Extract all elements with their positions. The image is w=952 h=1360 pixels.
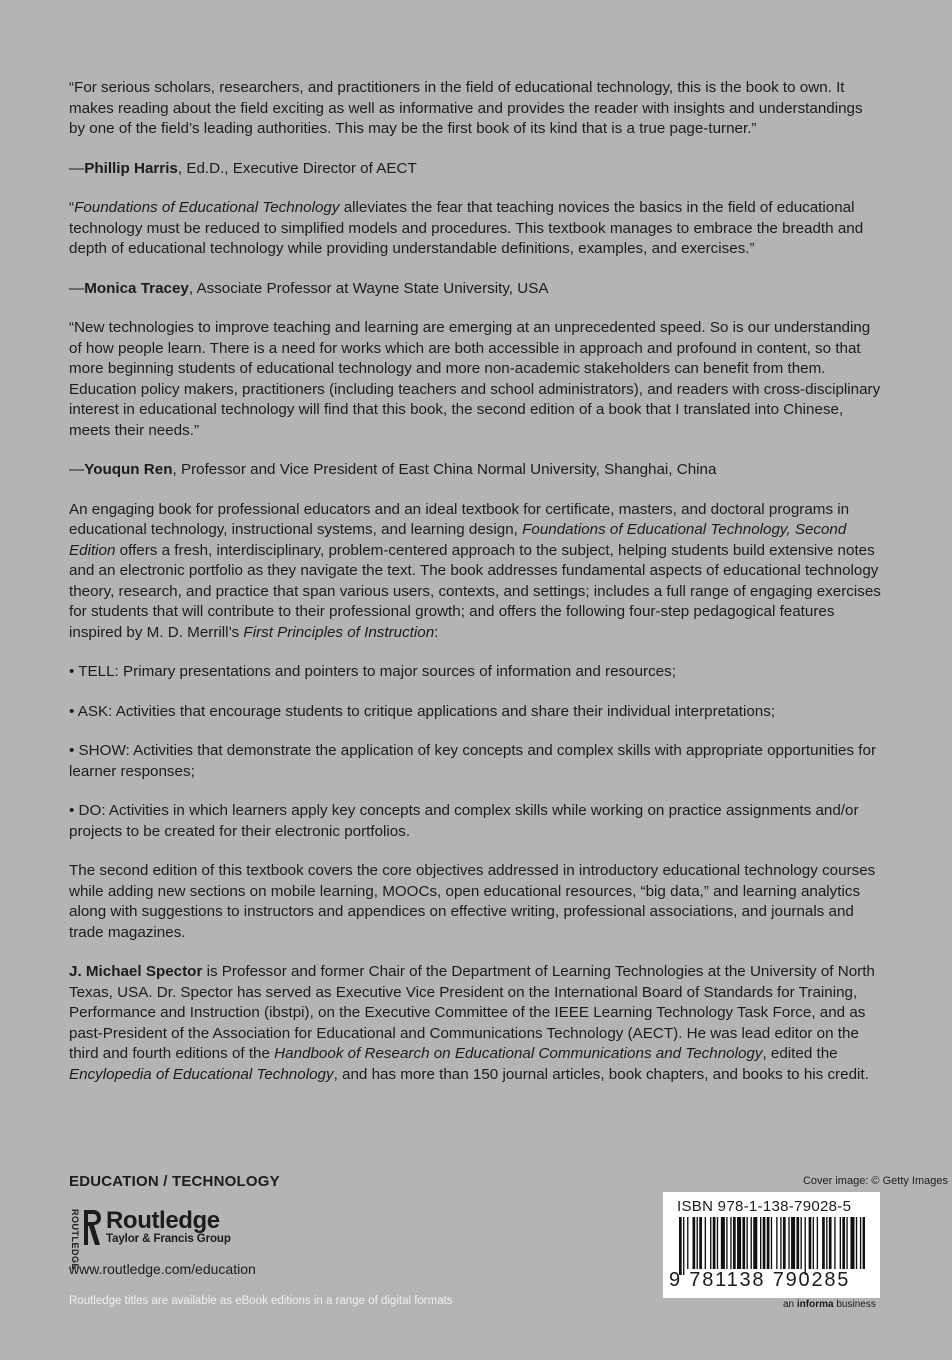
logo-vertical-text: ROUTLEDGE [70, 1209, 80, 1271]
quote-1-attribution: —Phillip Harris, Ed.D., Executive Director of AECT [69, 159, 417, 177]
barcode-bar [860, 1217, 861, 1269]
barcode-bar [726, 1217, 727, 1269]
barcode-bar [710, 1217, 711, 1269]
barcode-bar [842, 1217, 845, 1269]
barcode-bar [813, 1217, 814, 1269]
ebook-note: Routledge titles are available as eBook editions in a range of digital formats [69, 1295, 453, 1307]
barcode-bar [834, 1217, 835, 1269]
bullet-tell: • TELL: Primary presentations and pointers to major sources of information and resources; [69, 663, 676, 680]
barcode-bar [717, 1217, 718, 1269]
barcode-bar [809, 1217, 812, 1269]
isbn-label: ISBN 978-1-138-79028-5 [677, 1198, 852, 1215]
barcode-bar [683, 1217, 684, 1275]
barcode-bar [771, 1217, 772, 1269]
barcode-bar [697, 1217, 698, 1269]
barcode-bar [767, 1217, 770, 1269]
quote-3: “New technologies to improve teaching and learning are emerging at an unprecedented speed. So is our understanding of how people learn. There is a need for works which are both accessible in approach and profound in content, so that more beginning students of educational technology and more non-academic stakeholders can benefit from them. Education policy makers, practitioners (including teachers and school administrators), and readers with cross-disciplinary interest in educational technology will find that this book, the second edition of a book that I translated into Chinese, meets their needs.” [69, 319, 881, 439]
barcode-bar [721, 1217, 725, 1269]
bullet-show: • SHOW: Activities that demonstrate the application of key concepts and complex skills with appropriate opportunities for learner responses; [69, 742, 876, 780]
isbn-barcode-box [663, 1192, 880, 1298]
barcode-bar [788, 1217, 789, 1269]
barcode-bar [826, 1217, 827, 1269]
barcode-bar [850, 1217, 854, 1269]
bullet-do: • DO: Activities in which learners apply key concepts and complex skills while working on practice assignments and/or projects to be created for their electronic portfolios. [69, 802, 859, 840]
informa-business: an informa business [783, 1299, 876, 1310]
book-description: An engaging book for professional educators and an ideal textbook for certificate, masters, and doctoral programs in educational technology, instructional systems, and learning design, Foundations of Educational Technology, Second Edition offers a fresh, interdisciplinary, problem-centered approach to the subject, helping students build extensive notes and an electronic portfolio as they navigate the text. The book addresses fundamental aspects of educational technology theory, research, and practice that span various users, contexts, and settings; includes a full range of engaging exercises for students that will contribute to their professional growth; and offers the following four-step pedagogical features inspired by M. D. Merrill’s First Principles of Instruction: [69, 500, 881, 641]
barcode-bar [693, 1217, 696, 1269]
barcode-digits: 9 781138 790285 [669, 1269, 851, 1291]
author-name: J. Michael Spector [69, 963, 203, 980]
second-edition-paragraph: The second edition of this textbook covers the core objectives addressed in introductory educational technology courses while adding new sections on mobile learning, MOOCs, open educational resources, “big data,” and learning analytics along with suggestions to instructors and appendices on effective writing, professional associations, and journals and trade magazines. [69, 862, 876, 941]
publisher-name: Routledge [106, 1207, 220, 1234]
barcode-bar [679, 1217, 682, 1275]
barcode-bar [817, 1217, 818, 1269]
footer [69, 1173, 948, 1323]
barcode-bar [856, 1217, 857, 1269]
quote-3-name: Youqun Ren [84, 461, 173, 478]
publisher-group: Taylor & Francis Group [106, 1233, 231, 1245]
barcode-bar [705, 1217, 706, 1269]
routledge-mark-icon [82, 1209, 102, 1246]
barcode-bar [753, 1217, 757, 1269]
barcode-bar [796, 1217, 799, 1269]
barcode-bar [763, 1217, 766, 1269]
barcode-bar [751, 1217, 752, 1269]
quote-2: “Foundations of Educational Technology alleviates the fear that teaching novices the basics in the field of educational technology must be reduced to simplified models and procedures. This textbook manages to embrace the breadth and depth of educational technology while providing understandable definitions, examples, and exercises.” [69, 199, 864, 257]
barcode-bar [805, 1217, 806, 1275]
cover-credit: Cover image: © Getty Images [802, 1175, 948, 1187]
barcode-bar [737, 1217, 741, 1269]
barcode-bar [822, 1217, 825, 1269]
barcode-bar [863, 1217, 865, 1269]
barcode-bar [776, 1217, 777, 1269]
barcode-bar [801, 1217, 802, 1269]
quote-1-name: Phillip Harris [84, 159, 178, 177]
bullet-ask: • ASK: Activities that encourage students to critique applications and share their individual interpretations; [69, 702, 776, 720]
barcode-bar [780, 1217, 781, 1269]
barcode-bar [760, 1217, 761, 1269]
barcode-bar [840, 1217, 841, 1269]
quote-2-attribution: —Monica Tracey, Associate Professor at Wayne State University, USA [69, 279, 549, 297]
barcode-bar [846, 1217, 847, 1269]
barcode-bar [829, 1217, 832, 1269]
quote-2-name: Monica Tracey [84, 279, 189, 297]
back-cover-text [69, 78, 881, 1104]
quote-2-book-title: Foundations of Educational Technology [74, 199, 340, 216]
subject-category: EDUCATION / TECHNOLOGY [69, 1173, 280, 1190]
publisher-url[interactable]: www.routledge.com/education [69, 1261, 256, 1277]
author-bio: J. Michael Spector is Professor and former Chair of the Department of Learning Technologies at the University of North Texas, USA. Dr. Spector has served as Executive Vice President on the International Board of Standards for Training, Performance and Instruction (ibstpi), on the Executive Committee of the IEEE Learning Technology Task Force, and as past-President of the Association for Educational and Communications Technology (AECT). He was lead editor on the third and fourth editions of the Handbook of Research on Educational Communications and Technology, edited the Encylopedia of Educational Technology, and has more than 150 journal articles, book chapters, and books to his credit. [69, 963, 875, 1083]
barcode-bar [713, 1217, 716, 1269]
barcode-icon [677, 1217, 865, 1275]
barcode-bar [742, 1217, 745, 1269]
barcode-bar [791, 1217, 795, 1269]
barcode-bar [733, 1217, 736, 1269]
barcode-bar [783, 1217, 786, 1269]
barcode-bar [687, 1217, 688, 1269]
barcode-bar [730, 1217, 731, 1269]
quote-3-attribution: —Youqun Ren, Professor and Vice President of East China Normal University, Shanghai, China [69, 461, 717, 478]
barcode-bar [699, 1217, 702, 1269]
quote-1: “For serious scholars, researchers, and practitioners in the field of educational technology, this is the book to own. It makes reading about the field exciting as well as informative and provides the reader with insights and understandings by one of the field’s leading authorities. This may be the first book of its kind that is a true page-turner.” [69, 79, 863, 137]
barcode-bar [747, 1217, 748, 1269]
